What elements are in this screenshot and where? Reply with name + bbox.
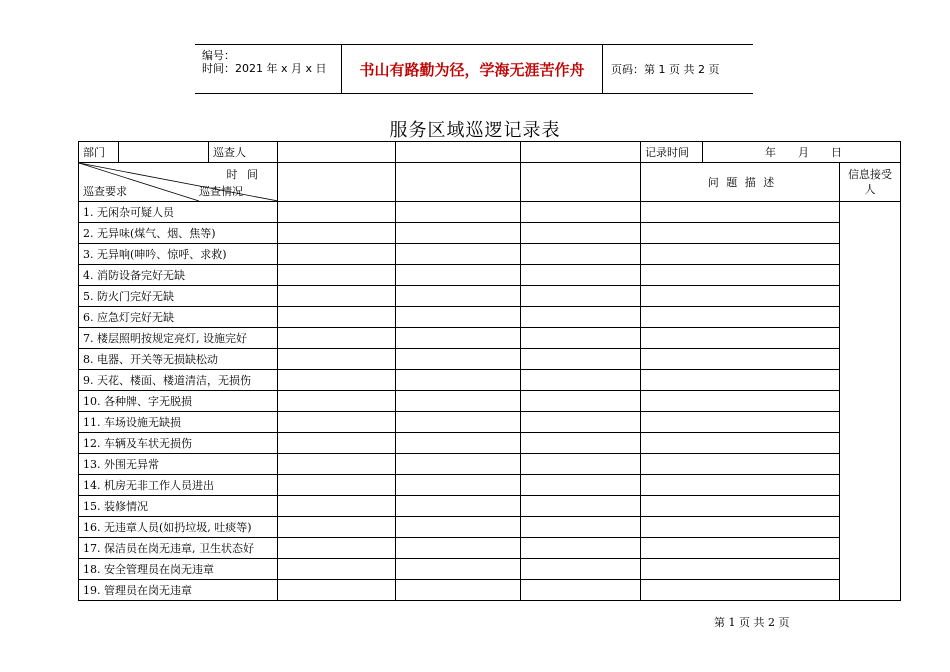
time-slot-1[interactable] <box>278 163 396 202</box>
item-label: 16. 无违章人员(如扔垃圾, 吐痰等) <box>79 517 278 538</box>
time-slot-2-cell[interactable] <box>396 349 521 370</box>
time-slot-1-cell[interactable] <box>278 391 396 412</box>
time-slot-1-cell[interactable] <box>278 223 396 244</box>
item-label: 6. 应急灯完好无缺 <box>79 307 278 328</box>
time-slot-1-cell[interactable] <box>278 496 396 517</box>
time-slot-3-cell[interactable] <box>521 454 641 475</box>
inspector-label: 巡查人 <box>209 142 278 163</box>
problem-description-cell[interactable] <box>641 412 840 433</box>
problem-description-cell[interactable] <box>641 202 840 223</box>
time-slot-1-cell[interactable] <box>278 202 396 223</box>
header-motto: 书山有路勤为径，学海无涯苦作舟 <box>341 45 603 93</box>
time-slot-1-cell[interactable] <box>278 433 396 454</box>
time-slot-2-cell[interactable] <box>396 244 521 265</box>
time-header: 时 间 <box>226 168 261 181</box>
page-footer: 第 1 页 共 2 页 <box>714 616 790 629</box>
patrol-record-table <box>78 141 901 601</box>
receiver-cell[interactable] <box>840 202 901 601</box>
item-label: 7. 楼层照明按规定亮灯, 设施完好 <box>79 328 278 349</box>
time-slot-1-cell[interactable] <box>278 265 396 286</box>
time-slot-3-cell[interactable] <box>521 433 641 454</box>
table-row <box>79 454 901 475</box>
time-slot-2-cell[interactable] <box>396 328 521 349</box>
time-slot-2-cell[interactable] <box>396 580 521 601</box>
diagonal-header-cell <box>79 163 278 202</box>
item-label: 19. 管理员在岗无违章 <box>79 580 278 601</box>
time-slot-2-cell[interactable] <box>396 391 521 412</box>
item-label: 11. 车场设施无缺损 <box>79 412 278 433</box>
time-slot-3-cell[interactable] <box>521 391 641 412</box>
table-row <box>79 580 901 601</box>
time-slot-3-cell[interactable] <box>521 349 641 370</box>
inspector-field-3[interactable] <box>521 142 641 163</box>
time-slot-3-cell[interactable] <box>521 328 641 349</box>
table-row <box>79 202 901 223</box>
item-label: 15. 装修情况 <box>79 496 278 517</box>
problem-description-cell[interactable] <box>641 496 840 517</box>
time-slot-3-cell[interactable] <box>521 244 641 265</box>
time-slot-3-cell[interactable] <box>521 412 641 433</box>
table-row <box>79 328 901 349</box>
item-label: 12. 车辆及车状无损伤 <box>79 433 278 454</box>
time-slot-1-cell[interactable] <box>278 244 396 265</box>
time-slot-1-cell[interactable] <box>278 286 396 307</box>
time-slot-2-cell[interactable] <box>396 517 521 538</box>
problem-description-cell[interactable] <box>641 433 840 454</box>
time-slot-2-cell[interactable] <box>396 538 521 559</box>
time-slot-2-cell[interactable] <box>396 433 521 454</box>
table-row <box>79 496 901 517</box>
receiver-header <box>840 163 901 202</box>
problem-description-cell[interactable] <box>641 517 840 538</box>
time-slot-1-cell[interactable] <box>278 370 396 391</box>
item-label: 13. 外围无异常 <box>79 454 278 475</box>
problem-description-cell[interactable] <box>641 538 840 559</box>
item-label: 17. 保洁员在岗无违章, 卫生状态好 <box>79 538 278 559</box>
time-slot-3-cell[interactable] <box>521 580 641 601</box>
item-label: 14. 机房无非工作人员进出 <box>79 475 278 496</box>
table-row <box>79 223 901 244</box>
table-row <box>79 391 901 412</box>
item-label: 4. 消防设备完好无缺 <box>79 265 278 286</box>
problem-description-cell[interactable] <box>641 265 840 286</box>
table-row <box>79 265 901 286</box>
dept-label: 部门 <box>79 142 119 163</box>
table-row <box>79 538 901 559</box>
situation-header: 巡查情况 <box>199 185 243 198</box>
requirement-header: 巡查要求 <box>83 185 127 198</box>
time-slot-3-cell[interactable] <box>521 475 641 496</box>
problem-description-cell[interactable] <box>641 580 840 601</box>
number-label: 编号： <box>202 49 235 62</box>
time-slot-2-cell[interactable] <box>396 223 521 244</box>
document-header <box>195 44 753 94</box>
table-row <box>79 349 901 370</box>
problem-header: 问 题 描 述 <box>641 163 840 202</box>
problem-description-cell[interactable] <box>641 286 840 307</box>
date-field[interactable]: 年 月 日 <box>703 142 901 163</box>
time-slot-2-cell[interactable] <box>396 559 521 580</box>
time-slot-2-cell[interactable] <box>396 370 521 391</box>
dept-field[interactable] <box>119 142 209 163</box>
problem-description-cell[interactable] <box>641 223 840 244</box>
time-slot-3[interactable] <box>521 163 641 202</box>
time-slot-1-cell[interactable] <box>278 475 396 496</box>
header-page-label: 页码：第 1 页 共 2 页 <box>611 63 720 76</box>
time-slot-2-cell[interactable] <box>396 475 521 496</box>
time-slot-3-cell[interactable] <box>521 538 641 559</box>
table-row <box>79 286 901 307</box>
table-row <box>79 370 901 391</box>
problem-description-cell[interactable] <box>641 391 840 412</box>
page-title: 服务区域巡逻记录表 <box>389 120 561 141</box>
inspector-field[interactable] <box>278 142 396 163</box>
time-slot-2-cell[interactable] <box>396 286 521 307</box>
time-label: 时间：2021 年 x 月 x 日 <box>202 62 327 75</box>
time-slot-2[interactable] <box>396 163 521 202</box>
header-meta <box>195 45 341 93</box>
table-row <box>79 517 901 538</box>
item-label: 10. 各种牌、字无脱损 <box>79 391 278 412</box>
time-slot-1-cell[interactable] <box>278 349 396 370</box>
time-slot-2-cell[interactable] <box>396 496 521 517</box>
receiver-header-text: 信息接受人 <box>848 168 892 196</box>
time-slot-2-cell[interactable] <box>396 412 521 433</box>
problem-description-cell[interactable] <box>641 328 840 349</box>
time-slot-2-cell[interactable] <box>396 265 521 286</box>
time-slot-1-cell[interactable] <box>278 454 396 475</box>
time-slot-1-cell[interactable] <box>278 328 396 349</box>
time-slot-1-cell[interactable] <box>278 559 396 580</box>
time-slot-3-cell[interactable] <box>521 517 641 538</box>
header-row <box>79 163 901 202</box>
table-row <box>79 475 901 496</box>
item-label: 5. 防火门完好无缺 <box>79 286 278 307</box>
time-slot-3-cell[interactable] <box>521 496 641 517</box>
time-slot-3-cell[interactable] <box>521 307 641 328</box>
problem-description-cell[interactable] <box>641 370 840 391</box>
problem-description-cell[interactable] <box>641 559 840 580</box>
record-time-label: 记录时间 <box>641 142 703 163</box>
table-row <box>79 559 901 580</box>
time-slot-3-cell[interactable] <box>521 286 641 307</box>
item-label: 2. 无异味(煤气、烟、焦等) <box>79 223 278 244</box>
inspector-field-2[interactable] <box>396 142 521 163</box>
problem-description-cell[interactable] <box>641 349 840 370</box>
time-slot-2-cell[interactable] <box>396 454 521 475</box>
table-row <box>79 433 901 454</box>
time-slot-1-cell[interactable] <box>278 580 396 601</box>
problem-description-cell[interactable] <box>641 475 840 496</box>
problem-description-cell[interactable] <box>641 244 840 265</box>
item-label: 1. 无闲杂可疑人员 <box>79 202 278 223</box>
item-label: 8. 电器、开关等无损缺松动 <box>79 349 278 370</box>
time-slot-3-cell[interactable] <box>521 370 641 391</box>
time-slot-2-cell[interactable] <box>396 307 521 328</box>
problem-description-cell[interactable] <box>641 454 840 475</box>
time-slot-3-cell[interactable] <box>521 223 641 244</box>
table-row <box>79 412 901 433</box>
problem-description-cell[interactable] <box>641 307 840 328</box>
time-slot-1-cell[interactable] <box>278 538 396 559</box>
table-row <box>79 307 901 328</box>
time-slot-3-cell[interactable] <box>521 202 641 223</box>
time-slot-3-cell[interactable] <box>521 559 641 580</box>
time-slot-1-cell[interactable] <box>278 307 396 328</box>
item-label: 9. 天花、楼面、楼道清洁，无损伤 <box>79 370 278 391</box>
time-slot-1-cell[interactable] <box>278 412 396 433</box>
time-slot-3-cell[interactable] <box>521 265 641 286</box>
item-label: 3. 无异响(呻吟、惊呼、求救) <box>79 244 278 265</box>
info-row <box>79 142 901 163</box>
time-slot-1-cell[interactable] <box>278 517 396 538</box>
time-slot-2-cell[interactable] <box>396 202 521 223</box>
item-label: 18. 安全管理员在岗无违章 <box>79 559 278 580</box>
table-row <box>79 244 901 265</box>
